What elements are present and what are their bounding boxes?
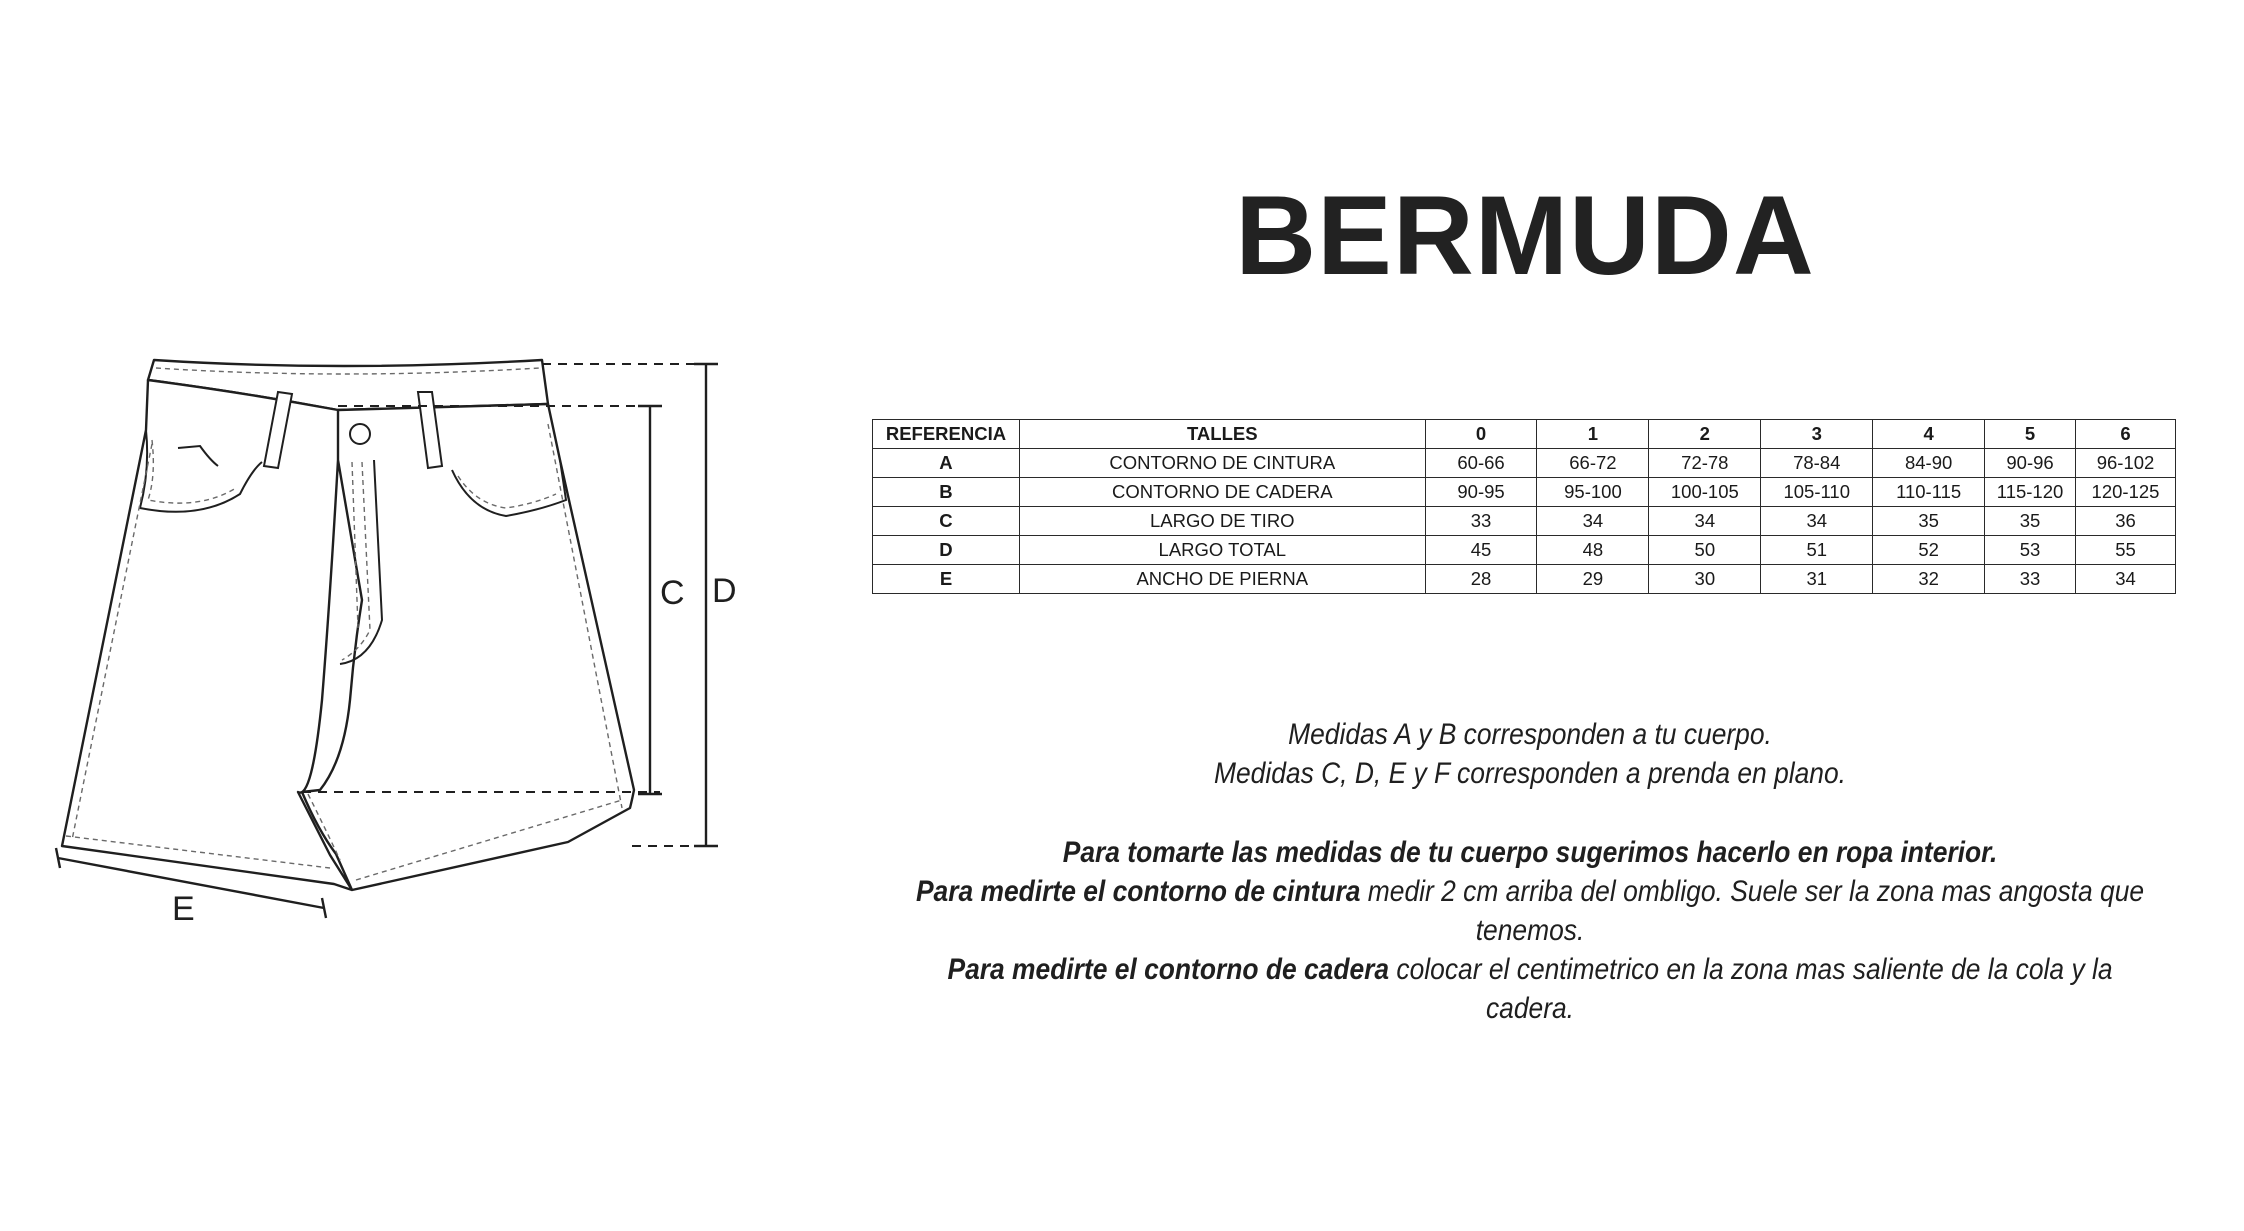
header-cell: 2 (1649, 420, 1761, 449)
value-cell: 35 (1873, 507, 1985, 536)
table-row (873, 565, 2176, 594)
note-line: Medidas C, D, E y F corresponden a prenda en plano. (1213, 757, 1847, 790)
value-cell: 32 (1873, 565, 1985, 594)
value-cell: 28 (1425, 565, 1537, 594)
value-cell: 35 (1985, 507, 2076, 536)
note-line (914, 950, 2146, 1028)
value-cell: 30 (1649, 565, 1761, 594)
header-cell: 5 (1985, 420, 2076, 449)
note-bold-text: Para medirte el contorno de cintura (915, 875, 1361, 908)
value-cell: 34 (1649, 507, 1761, 536)
label-c: C (660, 574, 685, 612)
header-cell: 3 (1761, 420, 1873, 449)
value-cell: 55 (2076, 536, 2176, 565)
measurement-notes (914, 715, 2146, 1028)
value-cell: 45 (1425, 536, 1537, 565)
table-row (873, 507, 2176, 536)
value-cell: 52 (1873, 536, 1985, 565)
button (350, 424, 370, 444)
value-cell: 33 (1985, 565, 2076, 594)
measure-name-cell: LARGO TOTAL (1019, 536, 1425, 565)
value-cell: 105-110 (1761, 478, 1873, 507)
header-cell: 4 (1873, 420, 1985, 449)
value-cell: 120-125 (2076, 478, 2176, 507)
spacer (914, 793, 2146, 833)
label-e: E (172, 890, 195, 928)
value-cell: 90-96 (1985, 449, 2076, 478)
value-cell: 53 (1985, 536, 2076, 565)
note-text: medir 2 cm arriba del ombligo. Suele ser la zona mas angosta que tenemos. (1360, 875, 2145, 947)
bermuda-diagram (0, 0, 780, 960)
table-row (873, 478, 2176, 507)
ref-cell: E (873, 565, 1020, 594)
table-header-row (873, 420, 2176, 449)
measure-name-cell: LARGO DE TIRO (1019, 507, 1425, 536)
table-row (873, 449, 2176, 478)
value-cell: 110-115 (1873, 478, 1985, 507)
note-line: Medidas A y B corresponden a tu cuerpo. (1288, 718, 1772, 751)
value-cell: 90-95 (1425, 478, 1537, 507)
page-title: BERMUDA (1235, 173, 1815, 298)
measure-name-cell: CONTORNO DE CINTURA (1019, 449, 1425, 478)
value-cell: 72-78 (1649, 449, 1761, 478)
table-row (873, 536, 2176, 565)
value-cell: 96-102 (2076, 449, 2176, 478)
ref-cell: B (873, 478, 1020, 507)
note-bold-text: Para medirte el contorno de cadera (947, 953, 1390, 986)
note-line (914, 872, 2146, 950)
size-table (872, 419, 2176, 594)
note-bold-text: Para tomarte las medidas de tu cuerpo sugerimos hacerlo en ropa interior. (1062, 836, 1998, 869)
value-cell: 100-105 (1649, 478, 1761, 507)
value-cell: 51 (1761, 536, 1873, 565)
label-d: D (712, 572, 737, 610)
value-cell: 115-120 (1985, 478, 2076, 507)
header-cell: 1 (1537, 420, 1649, 449)
value-cell: 29 (1537, 565, 1649, 594)
note-text: colocar el centimetrico en la zona mas saliente de la cola y la cadera. (1389, 953, 2113, 1025)
note-line-bold (914, 833, 2146, 872)
value-cell: 50 (1649, 536, 1761, 565)
value-cell: 33 (1425, 507, 1537, 536)
header-cell: TALLES (1019, 420, 1425, 449)
value-cell: 95-100 (1537, 478, 1649, 507)
value-cell: 36 (2076, 507, 2176, 536)
dimension-line-c (638, 406, 662, 794)
value-cell: 48 (1537, 536, 1649, 565)
ref-cell: A (873, 449, 1020, 478)
value-cell: 84-90 (1873, 449, 1985, 478)
ref-cell: C (873, 507, 1020, 536)
ref-cell: D (873, 536, 1020, 565)
value-cell: 60-66 (1425, 449, 1537, 478)
value-cell: 78-84 (1761, 449, 1873, 478)
measure-name-cell: ANCHO DE PIERNA (1019, 565, 1425, 594)
value-cell: 31 (1761, 565, 1873, 594)
value-cell: 34 (1761, 507, 1873, 536)
measure-name-cell: CONTORNO DE CADERA (1019, 478, 1425, 507)
value-cell: 66-72 (1537, 449, 1649, 478)
value-cell: 34 (1537, 507, 1649, 536)
header-cell: 0 (1425, 420, 1537, 449)
value-cell: 34 (2076, 565, 2176, 594)
header-cell: 6 (2076, 420, 2176, 449)
header-cell: REFERENCIA (873, 420, 1020, 449)
